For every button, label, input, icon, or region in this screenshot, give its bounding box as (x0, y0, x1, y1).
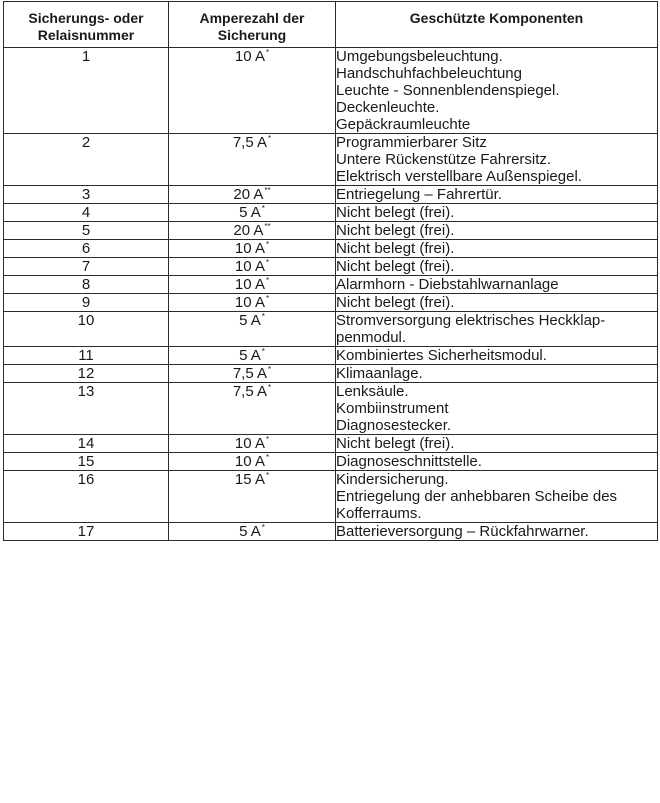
component-line: Nicht belegt (frei). (336, 294, 455, 311)
component-line: Entriegelung der anhebbaren Scheibe des (336, 488, 618, 505)
amperage-value: 10 A (234, 294, 265, 311)
fuse-number: 17 (4, 523, 169, 541)
amperage-value: 10 A (234, 453, 265, 470)
component-line: Gepäckraumleuchte (336, 116, 471, 133)
component-line: Elektrisch verstellbare Außenspiegel. (336, 168, 582, 185)
table-row (4, 453, 658, 471)
table-row (4, 240, 658, 258)
protected-components (336, 365, 658, 383)
fuse-number: 7 (4, 258, 169, 276)
fuse-amperage (169, 435, 336, 453)
amperage-value: 10 A (234, 48, 265, 65)
table-row (4, 383, 658, 435)
amperage-value: 10 A (234, 435, 265, 452)
table-row (4, 186, 658, 204)
table-body (4, 48, 658, 541)
protected-components (336, 134, 658, 186)
table-row (4, 435, 658, 453)
fuse-number: 14 (4, 435, 169, 453)
footnote-mark: * (265, 453, 270, 462)
component-line: Nicht belegt (frei). (336, 258, 455, 275)
protected-components (336, 453, 658, 471)
table-row (4, 312, 658, 347)
table-row (4, 134, 658, 186)
fuse-number: 4 (4, 204, 169, 222)
fuse-number: 1 (4, 48, 169, 134)
component-line: Diagnoseschnittstelle. (336, 453, 482, 470)
protected-components (336, 276, 658, 294)
component-line: Nicht belegt (frei). (336, 240, 455, 257)
protected-components (336, 471, 658, 523)
protected-components (336, 204, 658, 222)
fuse-number: 3 (4, 186, 169, 204)
fuse-number: 2 (4, 134, 169, 186)
table-row (4, 204, 658, 222)
protected-components (336, 347, 658, 365)
component-line: Nicht belegt (frei). (336, 435, 455, 452)
component-line: Lenksäule. (336, 383, 409, 400)
amperage-value: 10 A (234, 276, 265, 293)
footnote-mark: * (268, 134, 272, 143)
component-line: Nicht belegt (frei). (336, 222, 455, 239)
component-line: Handschuhfachbeleuchtung (336, 65, 522, 82)
footnote-mark: * (265, 240, 270, 249)
component-line: Deckenleuchte. (336, 99, 440, 116)
fuse-amperage (169, 134, 336, 186)
amperage-value: 15 A (234, 471, 265, 488)
component-line: Klimaanlage. (336, 365, 423, 382)
table-row (4, 471, 658, 523)
fuse-amperage (169, 453, 336, 471)
amperage-value: 7,5 A (232, 383, 268, 400)
fuse-number: 6 (4, 240, 169, 258)
fuse-number: 15 (4, 453, 169, 471)
footnote-mark: * (261, 312, 265, 321)
amperage-value: 5 A (239, 204, 261, 221)
fuse-amperage (169, 294, 336, 312)
fuse-table (3, 1, 658, 541)
footnote-mark: * (268, 365, 272, 374)
component-line: Leuchte - Sonnenblendenspiegel. (336, 82, 560, 99)
fuse-amperage (169, 471, 336, 523)
fuse-number: 12 (4, 365, 169, 383)
component-line: Untere Rückenstütze Fahrersitz. (336, 151, 552, 168)
fuse-amperage (169, 383, 336, 435)
amperage-value: 5 A (239, 523, 261, 540)
fuse-number: 5 (4, 222, 169, 240)
component-line: Kombiniertes Sicherheitsmodul. (336, 347, 547, 364)
component-line: Kombiinstrument (336, 400, 449, 417)
protected-components (336, 383, 658, 435)
fuse-amperage (169, 48, 336, 134)
amperage-value: 10 A (234, 240, 265, 257)
protected-components (336, 48, 658, 134)
fuse-amperage (169, 523, 336, 541)
fuse-amperage (169, 186, 336, 204)
header-amperage: Amperezahl der Sicherung (169, 2, 336, 48)
amperage-value: 20 A (233, 222, 264, 239)
protected-components (336, 435, 658, 453)
component-line: penmodul. (336, 329, 407, 346)
protected-components (336, 523, 658, 541)
fuse-amperage (169, 222, 336, 240)
component-line: Kofferraums. (336, 505, 422, 522)
footnote-mark: * (265, 294, 270, 303)
table-row (4, 48, 658, 134)
fuse-amperage (169, 312, 336, 347)
protected-components (336, 312, 658, 347)
amperage-value: 20 A (233, 186, 264, 203)
table-row (4, 294, 658, 312)
amperage-value: 5 A (239, 312, 261, 329)
header-protected-components: Geschützte Komponenten (336, 2, 658, 48)
footnote-mark: * (265, 258, 270, 267)
fuse-number: 8 (4, 276, 169, 294)
header-fuse-number: Sicherungs- oder Relaisnummer (4, 2, 169, 48)
fuse-amperage (169, 276, 336, 294)
footnote-mark: * (261, 204, 265, 213)
fuse-amperage (169, 204, 336, 222)
table-row (4, 276, 658, 294)
protected-components (336, 294, 658, 312)
table-row (4, 347, 658, 365)
fuse-number: 11 (4, 347, 169, 365)
table-row (4, 258, 658, 276)
component-line: Alarmhorn - Diebstahlwarnanlage (336, 276, 559, 293)
amperage-value: 7,5 A (232, 134, 268, 151)
component-line: Nicht belegt (frei). (336, 204, 455, 221)
component-line: Umgebungsbeleuchtung. (336, 48, 503, 65)
footnote-mark: ** (264, 186, 271, 195)
component-line: Entriegelung – Fahrertür. (336, 186, 502, 203)
fuse-number: 9 (4, 294, 169, 312)
fuse-amperage (169, 258, 336, 276)
component-line: Batterieversorgung – Rückfahrwarner. (336, 523, 589, 540)
protected-components (336, 222, 658, 240)
footnote-mark: ** (264, 222, 271, 231)
footnote-mark: * (265, 471, 270, 480)
footnote-mark: * (265, 276, 270, 285)
fuse-amperage (169, 365, 336, 383)
footnote-mark: * (261, 347, 265, 356)
fuse-number: 13 (4, 383, 169, 435)
fuse-number: 16 (4, 471, 169, 523)
component-line: Programmierbarer Sitz (336, 134, 487, 151)
fuse-amperage (169, 240, 336, 258)
protected-components (336, 240, 658, 258)
table-row (4, 222, 658, 240)
component-line: Diagnosestecker. (336, 417, 452, 434)
table-row (4, 523, 658, 541)
component-line: Stromversorgung elektrisches Heckklap- (336, 312, 606, 329)
fuse-number: 10 (4, 312, 169, 347)
protected-components (336, 186, 658, 204)
table-header-row (4, 2, 658, 48)
protected-components (336, 258, 658, 276)
footnote-mark: * (265, 435, 270, 444)
fuse-amperage (169, 347, 336, 365)
amperage-value: 7,5 A (232, 365, 268, 382)
table-row (4, 365, 658, 383)
amperage-value: 5 A (239, 347, 261, 364)
footnote-mark: * (265, 48, 270, 57)
footnote-mark: * (261, 523, 265, 532)
amperage-value: 10 A (234, 258, 265, 275)
component-line: Kindersicherung. (336, 471, 449, 488)
footnote-mark: * (268, 383, 272, 392)
